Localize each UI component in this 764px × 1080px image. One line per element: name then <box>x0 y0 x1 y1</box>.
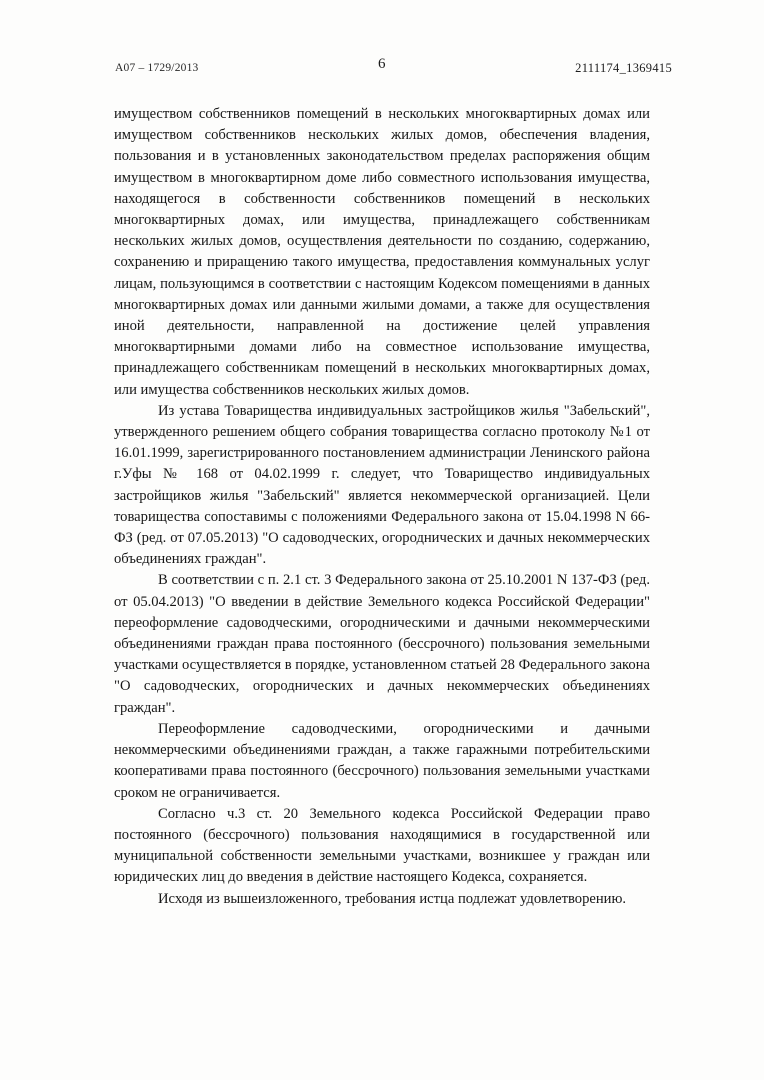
paragraph: Исходя из вышеизложенного, требования истца подлежат удовлетворению. <box>158 890 627 907</box>
page-header <box>0 56 764 80</box>
paragraph: имуществом собственников помещений в нескольких многоквартирных домах или имуществом собственников нескольких жилых домов, обеспечения владения, пользования и в установленных законодательством пределах распоряжения общим имуществом в многоквартирном доме либо совместного использования имущества, находящегося в собственности собственников помещений в нескольких многоквартирных домах, или имущества, принадлежащего собственникам нескольких жилых домов, осуществления деятельности по созданию, содержанию, сохранению и приращению такого имущества, предоставления коммунальных услуг лицам, пользующимся в соответствии с настоящим Кодексом помещениями в данных многоквартирных домах или данными жилыми домами, а также для осуществления иной деятельности, направленной на достижение целей управления многоквартирными домами либо на совместное использование имущества, принадлежащего собственникам помещений в нескольких многоквартирных домах, или имущества собственников нескольких жилых домов. <box>114 106 650 398</box>
paragraph: В соответствии с п. 2.1 ст. 3 Федерального закона от 25.10.2001 N 137-ФЗ (ред. от 05.04.2013) "О введении в действие Земельного кодекса Российской Федерации" переоформление садоводческими, огородническими и дачными некоммерческими объединениями граждан права постоянного (бессрочного) пользования земельными участками осуществляется в порядке, установленном статьей 28 Федерального закона "О садоводческих, огороднических и дачных некоммерческих объединениях граждан". <box>114 572 650 716</box>
paragraph: Согласно ч.3 ст. 20 Земельного кодекса Российской Федерации право постоянного (бессрочного) пользования находящимися в государственной или муниципальной собственности земельными участками, возникшее у граждан или юридических лиц до введения в действие настоящего Кодекса, сохраняется. <box>114 805 650 886</box>
document-id: 2111174_1369415 <box>575 61 672 75</box>
case-number: А07 – 1729/2013 <box>115 62 199 74</box>
page-number: 6 <box>378 56 386 72</box>
paragraph: Переоформление садоводческими, огородническими и дачными некоммерческими объединениями граждан, а также гаражными потребительскими кооперативами права постоянного (бессрочного) пользования земельными участками сроком не ограничивается. <box>114 720 650 801</box>
paragraph: Из устава Товарищества индивидуальных застройщиков жилья "Забельский", утвержденного решением общего собрания товарищества согласно протоколу №1 от 16.01.1999, зарегистрированного постановлением администрации Ленинского района г.Уфы № 168 от 04.02.1999 г. следует, что Товарищество индивидуальных застройщиков жилья "Забельский" является некоммерческой организацией. Цели товарищества сопоставимы с положениями Федерального закона от 15.04.1998 N 66-ФЗ (ред. от 07.05.2013) "О садоводческих, огороднических и дачных некоммерческих объединениях граждан". <box>114 402 650 568</box>
document-body <box>114 104 650 910</box>
